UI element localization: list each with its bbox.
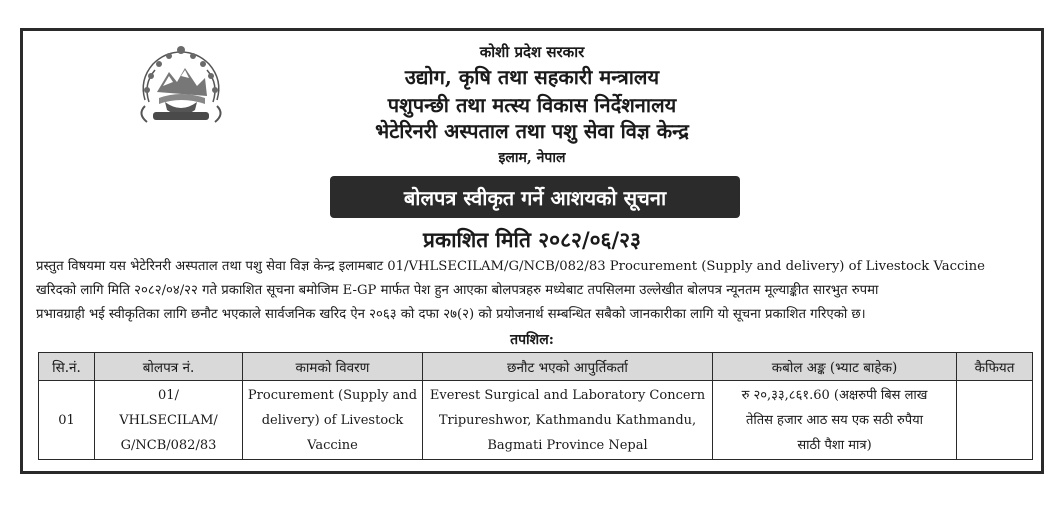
description-line: Vaccine bbox=[307, 437, 358, 453]
table-header-row bbox=[39, 353, 1033, 381]
supplier-line: Tripureshwor, Kathmandu Kathmandu, bbox=[438, 412, 697, 428]
office-location: इलाम, नेपाल bbox=[498, 150, 566, 166]
amount-line: तेतिस हजार आठ सय एक सठी रुपैया bbox=[745, 412, 924, 428]
header-work-description: कामको विवरण bbox=[243, 353, 423, 381]
office-name: भेटेरिनरी अस्पताल तथा पशु सेवा विज्ञ केन्द्र bbox=[375, 119, 689, 143]
header-bid-amount: कबोल अङ्क (भ्याट बाहेक) bbox=[713, 353, 957, 381]
published-date: प्रकाशित मिति २०८२/०६/२३ bbox=[423, 227, 641, 252]
amount-line: रु २०,३३,८६१.60 (अक्षरुपी बिस लाख bbox=[741, 387, 928, 403]
body-line-3: प्रभावग्राही भई स्वीकृतिका लागि छनौट भएकाले सार्वजनिक खरिद ऐन २०६३ को दफा २७(२) को प्रयोजनार्थ सम्बन्धित सबैको जानकारीका लागि यो सूचना प्रकाशित गरिएको छ। bbox=[36, 307, 866, 322]
header-selected-supplier: छनौट भएको आपुर्तिकर्ता bbox=[423, 353, 713, 381]
supplier-line: Bagmati Province Nepal bbox=[487, 437, 648, 453]
header-serial-number: सि.नं. bbox=[39, 353, 95, 381]
details-table bbox=[38, 352, 1033, 460]
notice-title-banner bbox=[330, 176, 740, 218]
description-line: Procurement (Supply and bbox=[247, 387, 418, 403]
table-title: तपशिल: bbox=[510, 332, 554, 348]
notice-title: बोलपत्र स्वीकृत गर्ने आशयको सूचना bbox=[403, 185, 667, 210]
cell-bid-amount bbox=[713, 381, 957, 460]
bid-number-line: VHLSECILAM/ bbox=[119, 412, 218, 428]
cell-bid-number bbox=[95, 381, 243, 460]
bid-number-line: G/NCB/082/83 bbox=[120, 437, 217, 453]
cell-remarks bbox=[957, 381, 1033, 460]
body-line-1: प्रस्तुत विषयमा यस भेटेरिनरी अस्पताल तथा पशु सेवा विज्ञ केन्द्र इलामबाट 01/VHLSECILAM/G/NCB/082/83 Procurement (Supply and delivery) of Livestock Vaccine bbox=[36, 259, 985, 274]
table-row bbox=[39, 381, 1033, 460]
header-remarks: कैफियत bbox=[957, 353, 1033, 381]
cell-work-description bbox=[243, 381, 423, 460]
directorate-name: पशुपन्छी तथा मत्स्य विकास निर्देशनालय bbox=[387, 93, 677, 117]
supplier-line: Everest Surgical and Laboratory Concern bbox=[429, 387, 706, 403]
bid-number-line: 01/ bbox=[158, 387, 179, 403]
description-line: delivery) of Livestock bbox=[261, 412, 404, 428]
ministry-name: उद्योग, कृषि तथा सहकारी मन्त्रालय bbox=[404, 65, 660, 89]
province-government: कोशी प्रदेश सरकार bbox=[479, 43, 585, 61]
header-bid-number: बोलपत्र नं. bbox=[95, 353, 243, 381]
cell-serial-number: 01 bbox=[39, 381, 95, 460]
amount-line: साठी पैशा मात्र) bbox=[797, 437, 872, 453]
cell-selected-supplier bbox=[423, 381, 713, 460]
body-line-2: खरिदको लागि मिति २०८२/०४/२२ गते प्रकाशित सूचना बमोजिम E-GP मार्फत पेश हुन आएका बोलपत्रहरु मध्येबाट तपसिलमा उल्लेखीत बोलपत्र न्यूनतम मूल्याङ्कीत सारभुत रुपमा bbox=[36, 283, 879, 298]
